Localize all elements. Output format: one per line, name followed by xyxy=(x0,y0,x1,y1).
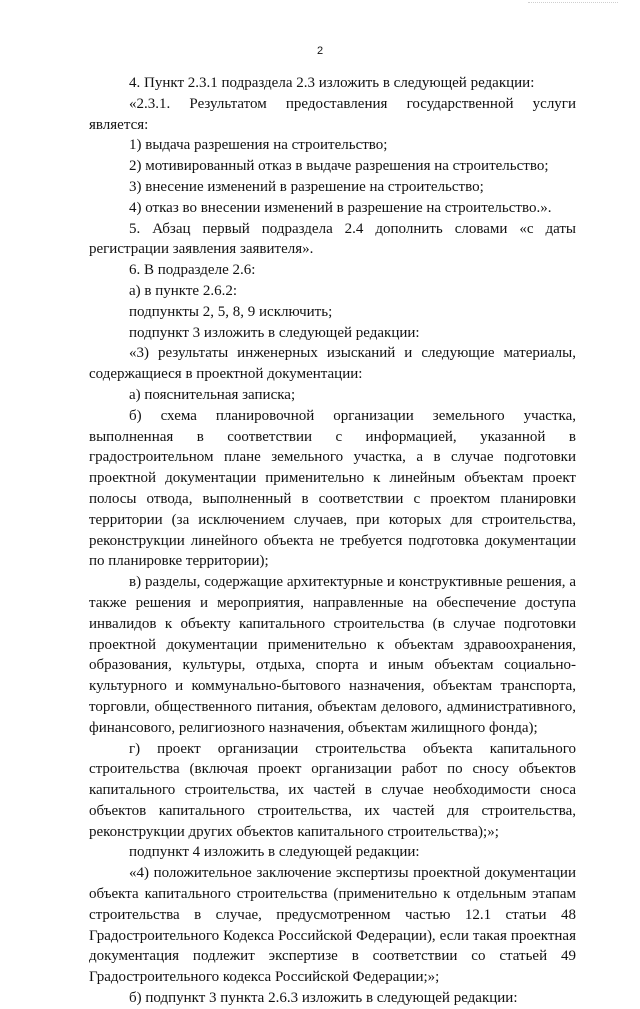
document-body xyxy=(89,73,576,1009)
subitem-3-intro: подпункт 3 изложить в следующей редакции: xyxy=(129,324,420,341)
paragraph-item-4: 4. Пункт 2.3.1 подраздела 2.3 изложить в следующей редакции: xyxy=(129,75,535,91)
list-item-1: 1) выдача разрешения на строительство; xyxy=(129,137,388,154)
subitem-b: б) подпункт 3 пункта 2.6.3 изложить в следующей редакции: xyxy=(129,990,518,1007)
list-item-4: 4) отказ во внесении изменений в разрешение на строительство.». xyxy=(129,199,552,216)
subitems-excluded: подпункты 2, 5, 8, 9 исключить; xyxy=(129,303,333,320)
subitem-3-text: «3) результаты инженерных изысканий и следующие материалы, содержащиеся в проектной документации: xyxy=(89,345,576,383)
subitem-3-g: г) проект организации строительства объекта капитального строительства (включая проект организации работ по сносу объектов капитального строительства, их частей в случае необходимости сноса объектов капитального строительства, их частей для строительства, реконструкции других объектов капитального строительства);»; xyxy=(89,740,576,840)
list-item-3: 3) внесение изменений в разрешение на строительство; xyxy=(129,178,484,195)
list-item-2: 2) мотивированный отказ в выдаче разрешения на строительство; xyxy=(129,158,549,175)
scan-artifact xyxy=(528,2,618,6)
subitem-3-b: б) схема планировочной организации земельного участка, выполненная в соответствии с информацией, указанной в градостроительном плане земельного участка, а в случае подготовки проектной документации применительно к линейным объектам проект полосы отвода, выполненный в соответствии с проектом планировки территории (за исключением случаев, при которых для строительства, реконструкции линейного объекта не требуется подготовка документации по планировке территории); xyxy=(89,407,576,570)
page-number: 2 xyxy=(316,45,324,57)
subitem-4-text: «4) положительное заключение экспертизы проектной документации объекта капитального строительства (применительно к отдельным этапам строительства в случае, предусмотренном частью 12.1 статьи 48 Градостроительного Кодекса Российской Федерации), если такая проектная документация подлежит экспертизе в соответствии со статьей 49 Градостроительного кодекса Российской Федерации;»; xyxy=(89,865,576,986)
subitem-3-v: в) разделы, содержащие архитектурные и конструктивные решения, а также решения и мероприятия, направленные на обеспечение доступа инвалидов к объекту капитального строительства (в случае подготовки проектной документации применительно к объектам здравоохранения, образования, культуры, отдыха, спорта и иным объектам социально-культурного и коммунально-бытового назначения, объектам транспорта, торговли, общественного питания, объектам делового, административного, финансового, религиозного назначения, объектам жилищного фонда); xyxy=(89,574,576,736)
paragraph-item-5: 5. Абзац первый подраздела 2.4 дополнить словами «с даты регистрации заявления заявителя». xyxy=(89,220,576,258)
quoted-clause-2-3-1: «2.3.1. Результатом предоставления государственной услуги является: xyxy=(89,95,576,133)
subitem-a: а) в пункте 2.6.2: xyxy=(129,282,238,299)
subitem-4-intro: подпункт 4 изложить в следующей редакции: xyxy=(129,844,420,861)
subitem-3-a: а) пояснительная записка; xyxy=(129,386,296,403)
paragraph-item-6: 6. В подразделе 2.6: xyxy=(129,262,256,279)
